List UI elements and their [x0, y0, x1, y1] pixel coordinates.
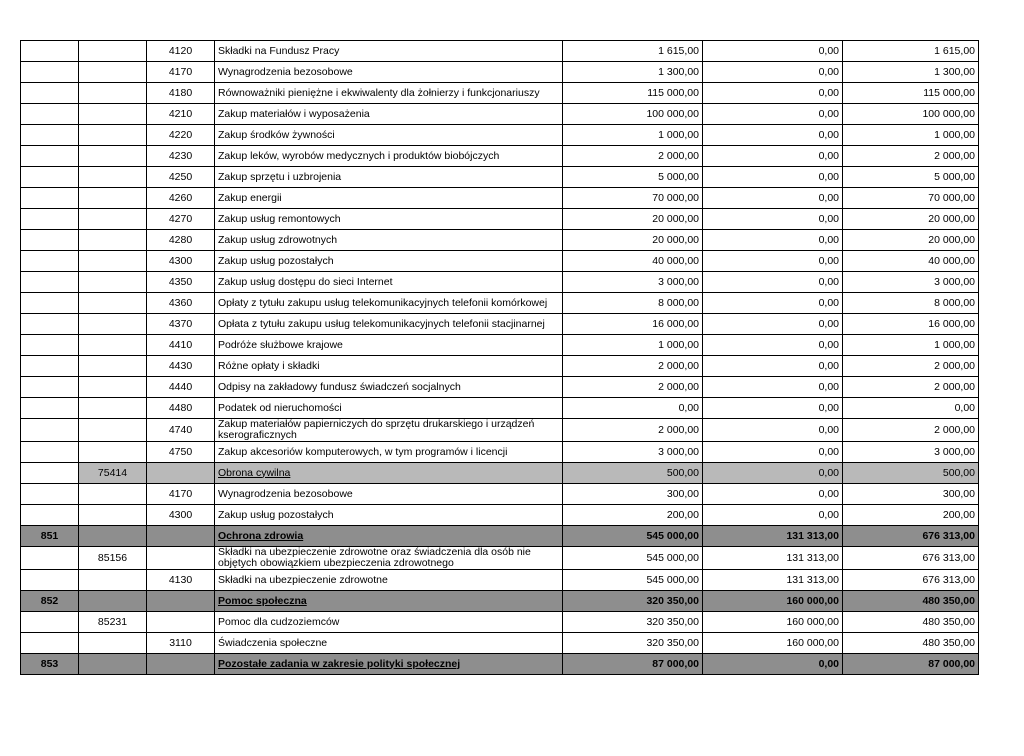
rozdzial-cell — [79, 398, 147, 419]
rozdzial-cell — [79, 377, 147, 398]
rozdzial-cell — [79, 167, 147, 188]
dzial-cell — [21, 293, 79, 314]
change-amount-cell: 0,00 — [703, 272, 843, 293]
paragraf-cell: 4170 — [147, 62, 215, 83]
paragraf-cell — [147, 463, 215, 484]
paragraf-row — [21, 314, 979, 335]
description-cell: Pomoc dla cudzoziemców — [215, 612, 563, 633]
dzial-cell — [21, 398, 79, 419]
paragraf-cell: 4480 — [147, 398, 215, 419]
amount-after-change-cell: 1 615,00 — [843, 41, 979, 62]
description-cell: Zakup materiałów i wyposażenia — [215, 104, 563, 125]
change-amount-cell: 0,00 — [703, 356, 843, 377]
rozdzial-cell — [79, 633, 147, 654]
rozdzial-row — [21, 612, 979, 633]
description-cell: Zakup usług zdrowotnych — [215, 230, 563, 251]
rozdzial-cell — [79, 272, 147, 293]
amount-after-change-cell: 480 350,00 — [843, 591, 979, 612]
plan-amount-cell: 500,00 — [563, 463, 703, 484]
paragraf-cell: 4750 — [147, 442, 215, 463]
amount-after-change-cell: 500,00 — [843, 463, 979, 484]
description-cell: Zakup usług pozostałych — [215, 505, 563, 526]
paragraf-cell: 4230 — [147, 146, 215, 167]
amount-after-change-cell: 676 313,00 — [843, 570, 979, 591]
paragraf-cell: 4180 — [147, 83, 215, 104]
plan-amount-cell: 40 000,00 — [563, 251, 703, 272]
amount-after-change-cell: 2 000,00 — [843, 377, 979, 398]
amount-after-change-cell: 1 000,00 — [843, 335, 979, 356]
description-cell: Zakup energii — [215, 188, 563, 209]
description-cell: Składki na Fundusz Pracy — [215, 41, 563, 62]
amount-after-change-cell: 2 000,00 — [843, 146, 979, 167]
dzial-cell — [21, 570, 79, 591]
dzial-cell — [21, 484, 79, 505]
description-cell: Wynagrodzenia bezosobowe — [215, 484, 563, 505]
description-cell: Równoważniki pieniężne i ekwiwalenty dla żołnierzy i funkcjonariuszy — [215, 83, 563, 104]
description-cell: Składki na ubezpieczenie zdrowotne — [215, 570, 563, 591]
rozdzial-cell — [79, 41, 147, 62]
description-cell: Różne opłaty i składki — [215, 356, 563, 377]
description-cell: Składki na ubezpieczenie zdrowotne oraz świadczenia dla osób nie objętych obowiązkiem ubezpieczenia zdrowotnego — [215, 547, 563, 570]
dzial-cell — [21, 104, 79, 125]
paragraf-row — [21, 398, 979, 419]
dzial-cell — [21, 230, 79, 251]
rozdzial-cell — [79, 356, 147, 377]
dzial-cell — [21, 633, 79, 654]
paragraf-cell: 4120 — [147, 41, 215, 62]
dzial-cell — [21, 62, 79, 83]
paragraf-row — [21, 41, 979, 62]
paragraf-row — [21, 146, 979, 167]
change-amount-cell: 0,00 — [703, 654, 843, 675]
paragraf-cell: 4250 — [147, 167, 215, 188]
change-amount-cell: 0,00 — [703, 335, 843, 356]
rozdzial-row — [21, 547, 979, 570]
paragraf-cell: 4350 — [147, 272, 215, 293]
change-amount-cell: 0,00 — [703, 104, 843, 125]
description-cell: Zakup usług pozostałych — [215, 251, 563, 272]
paragraf-row — [21, 104, 979, 125]
change-amount-cell: 131 313,00 — [703, 547, 843, 570]
description-cell: Zakup sprzętu i uzbrojenia — [215, 167, 563, 188]
plan-amount-cell: 100 000,00 — [563, 104, 703, 125]
rozdzial-cell — [79, 209, 147, 230]
dzial-cell — [21, 463, 79, 484]
paragraf-cell — [147, 612, 215, 633]
plan-amount-cell: 16 000,00 — [563, 314, 703, 335]
paragraf-row — [21, 570, 979, 591]
paragraf-row — [21, 188, 979, 209]
dzial-row — [21, 654, 979, 675]
dzial-row — [21, 526, 979, 547]
dzial-cell — [21, 505, 79, 526]
plan-amount-cell: 1 000,00 — [563, 335, 703, 356]
change-amount-cell: 0,00 — [703, 188, 843, 209]
plan-amount-cell: 8 000,00 — [563, 293, 703, 314]
description-cell: Wynagrodzenia bezosobowe — [215, 62, 563, 83]
paragraf-row — [21, 633, 979, 654]
dzial-cell — [21, 314, 79, 335]
description-cell: Obrona cywilna — [215, 463, 563, 484]
plan-amount-cell: 87 000,00 — [563, 654, 703, 675]
change-amount-cell: 0,00 — [703, 463, 843, 484]
change-amount-cell: 0,00 — [703, 83, 843, 104]
paragraf-row — [21, 484, 979, 505]
dzial-cell — [21, 251, 79, 272]
plan-amount-cell: 2 000,00 — [563, 146, 703, 167]
paragraf-row — [21, 356, 979, 377]
plan-amount-cell: 545 000,00 — [563, 547, 703, 570]
amount-after-change-cell: 40 000,00 — [843, 251, 979, 272]
rozdzial-cell — [79, 526, 147, 547]
rozdzial-cell — [79, 62, 147, 83]
dzial-cell — [21, 188, 79, 209]
paragraf-row — [21, 62, 979, 83]
dzial-cell — [21, 167, 79, 188]
dzial-cell: 853 — [21, 654, 79, 675]
rozdzial-cell — [79, 230, 147, 251]
paragraf-cell: 4430 — [147, 356, 215, 377]
change-amount-cell: 0,00 — [703, 484, 843, 505]
dzial-cell — [21, 377, 79, 398]
paragraf-cell: 4740 — [147, 419, 215, 442]
plan-amount-cell: 70 000,00 — [563, 188, 703, 209]
amount-after-change-cell: 2 000,00 — [843, 419, 979, 442]
description-cell: Zakup akcesoriów komputerowych, w tym programów i licencji — [215, 442, 563, 463]
paragraf-row — [21, 335, 979, 356]
rozdzial-cell — [79, 104, 147, 125]
dzial-cell — [21, 272, 79, 293]
description-cell: Pozostałe zadania w zakresie polityki społecznej — [215, 654, 563, 675]
change-amount-cell: 0,00 — [703, 442, 843, 463]
plan-amount-cell: 320 350,00 — [563, 633, 703, 654]
rozdzial-cell — [79, 570, 147, 591]
amount-after-change-cell: 5 000,00 — [843, 167, 979, 188]
change-amount-cell: 0,00 — [703, 167, 843, 188]
description-cell: Opłaty z tytułu zakupu usług telekomunikacyjnych telefonii komórkowej — [215, 293, 563, 314]
amount-after-change-cell: 2 000,00 — [843, 356, 979, 377]
rozdzial-cell — [79, 293, 147, 314]
amount-after-change-cell: 70 000,00 — [843, 188, 979, 209]
paragraf-cell: 4440 — [147, 377, 215, 398]
paragraf-cell — [147, 547, 215, 570]
description-cell: Pomoc społeczna — [215, 591, 563, 612]
description-cell: Zakup usług dostępu do sieci Internet — [215, 272, 563, 293]
change-amount-cell: 0,00 — [703, 230, 843, 251]
paragraf-cell: 4130 — [147, 570, 215, 591]
description-cell: Zakup leków, wyrobów medycznych i produktów biobójczych — [215, 146, 563, 167]
description-cell: Zakup materiałów papierniczych do sprzętu drukarskiego i urządzeń kserograficznych — [215, 419, 563, 442]
paragraf-cell: 4270 — [147, 209, 215, 230]
paragraf-cell: 4220 — [147, 125, 215, 146]
rozdzial-cell — [79, 484, 147, 505]
description-cell: Odpisy na zakładowy fundusz świadczeń socjalnych — [215, 377, 563, 398]
rozdzial-cell — [79, 83, 147, 104]
amount-after-change-cell: 20 000,00 — [843, 230, 979, 251]
paragraf-row — [21, 83, 979, 104]
paragraf-row — [21, 442, 979, 463]
budget-table-body — [21, 41, 979, 675]
change-amount-cell: 0,00 — [703, 377, 843, 398]
paragraf-cell — [147, 654, 215, 675]
amount-after-change-cell: 1 000,00 — [843, 125, 979, 146]
amount-after-change-cell: 115 000,00 — [843, 83, 979, 104]
change-amount-cell: 0,00 — [703, 251, 843, 272]
rozdzial-cell: 85156 — [79, 547, 147, 570]
description-cell: Podatek od nieruchomości — [215, 398, 563, 419]
rozdzial-cell — [79, 146, 147, 167]
paragraf-row — [21, 377, 979, 398]
plan-amount-cell: 320 350,00 — [563, 612, 703, 633]
plan-amount-cell: 2 000,00 — [563, 356, 703, 377]
change-amount-cell: 0,00 — [703, 293, 843, 314]
rozdzial-row — [21, 463, 979, 484]
description-cell: Opłata z tytułu zakupu usług telekomunikacyjnych telefonii stacjinarnej — [215, 314, 563, 335]
paragraf-cell: 4410 — [147, 335, 215, 356]
amount-after-change-cell: 1 300,00 — [843, 62, 979, 83]
rozdzial-cell — [79, 419, 147, 442]
change-amount-cell: 160 000,00 — [703, 612, 843, 633]
rozdzial-cell — [79, 314, 147, 335]
amount-after-change-cell: 87 000,00 — [843, 654, 979, 675]
change-amount-cell: 0,00 — [703, 209, 843, 230]
paragraf-row — [21, 272, 979, 293]
amount-after-change-cell: 200,00 — [843, 505, 979, 526]
dzial-cell — [21, 356, 79, 377]
paragraf-row — [21, 167, 979, 188]
change-amount-cell: 160 000,00 — [703, 591, 843, 612]
amount-after-change-cell: 100 000,00 — [843, 104, 979, 125]
dzial-cell — [21, 419, 79, 442]
amount-after-change-cell: 676 313,00 — [843, 547, 979, 570]
amount-after-change-cell: 8 000,00 — [843, 293, 979, 314]
paragraf-row — [21, 230, 979, 251]
description-cell: Podróże służbowe krajowe — [215, 335, 563, 356]
change-amount-cell: 0,00 — [703, 505, 843, 526]
paragraf-cell: 4300 — [147, 251, 215, 272]
plan-amount-cell: 20 000,00 — [563, 230, 703, 251]
rozdzial-cell — [79, 505, 147, 526]
rozdzial-cell: 85231 — [79, 612, 147, 633]
plan-amount-cell: 200,00 — [563, 505, 703, 526]
paragraf-row — [21, 419, 979, 442]
rozdzial-cell — [79, 251, 147, 272]
plan-amount-cell: 1 000,00 — [563, 125, 703, 146]
change-amount-cell: 0,00 — [703, 419, 843, 442]
rozdzial-cell — [79, 442, 147, 463]
paragraf-row — [21, 505, 979, 526]
dzial-cell — [21, 442, 79, 463]
dzial-cell — [21, 547, 79, 570]
paragraf-row — [21, 251, 979, 272]
amount-after-change-cell: 3 000,00 — [843, 272, 979, 293]
rozdzial-cell — [79, 591, 147, 612]
dzial-cell — [21, 612, 79, 633]
plan-amount-cell: 2 000,00 — [563, 377, 703, 398]
plan-amount-cell: 1 615,00 — [563, 41, 703, 62]
amount-after-change-cell: 16 000,00 — [843, 314, 979, 335]
paragraf-cell — [147, 526, 215, 547]
change-amount-cell: 131 313,00 — [703, 570, 843, 591]
amount-after-change-cell: 20 000,00 — [843, 209, 979, 230]
plan-amount-cell: 20 000,00 — [563, 209, 703, 230]
amount-after-change-cell: 300,00 — [843, 484, 979, 505]
description-cell: Ochrona zdrowia — [215, 526, 563, 547]
dzial-cell — [21, 125, 79, 146]
change-amount-cell: 0,00 — [703, 314, 843, 335]
paragraf-cell — [147, 591, 215, 612]
amount-after-change-cell: 3 000,00 — [843, 442, 979, 463]
plan-amount-cell: 320 350,00 — [563, 591, 703, 612]
dzial-cell — [21, 335, 79, 356]
dzial-cell — [21, 83, 79, 104]
change-amount-cell: 0,00 — [703, 62, 843, 83]
plan-amount-cell: 300,00 — [563, 484, 703, 505]
paragraf-row — [21, 293, 979, 314]
rozdzial-cell — [79, 188, 147, 209]
amount-after-change-cell: 480 350,00 — [843, 633, 979, 654]
rozdzial-cell: 75414 — [79, 463, 147, 484]
change-amount-cell: 131 313,00 — [703, 526, 843, 547]
paragraf-cell: 4360 — [147, 293, 215, 314]
paragraf-row — [21, 125, 979, 146]
paragraf-cell: 4280 — [147, 230, 215, 251]
paragraf-cell: 4260 — [147, 188, 215, 209]
dzial-cell: 852 — [21, 591, 79, 612]
description-cell: Zakup środków żywności — [215, 125, 563, 146]
dzial-cell — [21, 209, 79, 230]
plan-amount-cell: 0,00 — [563, 398, 703, 419]
plan-amount-cell: 1 300,00 — [563, 62, 703, 83]
change-amount-cell: 0,00 — [703, 398, 843, 419]
paragraf-cell: 4210 — [147, 104, 215, 125]
change-amount-cell: 0,00 — [703, 146, 843, 167]
paragraf-cell: 4170 — [147, 484, 215, 505]
dzial-row — [21, 591, 979, 612]
dzial-cell — [21, 146, 79, 167]
change-amount-cell: 0,00 — [703, 125, 843, 146]
plan-amount-cell: 3 000,00 — [563, 272, 703, 293]
plan-amount-cell: 545 000,00 — [563, 570, 703, 591]
budget-table — [20, 40, 979, 675]
rozdzial-cell — [79, 654, 147, 675]
paragraf-row — [21, 209, 979, 230]
description-cell: Zakup usług remontowych — [215, 209, 563, 230]
amount-after-change-cell: 676 313,00 — [843, 526, 979, 547]
plan-amount-cell: 3 000,00 — [563, 442, 703, 463]
plan-amount-cell: 545 000,00 — [563, 526, 703, 547]
change-amount-cell: 0,00 — [703, 41, 843, 62]
plan-amount-cell: 5 000,00 — [563, 167, 703, 188]
rozdzial-cell — [79, 125, 147, 146]
dzial-cell: 851 — [21, 526, 79, 547]
plan-amount-cell: 2 000,00 — [563, 419, 703, 442]
amount-after-change-cell: 0,00 — [843, 398, 979, 419]
rozdzial-cell — [79, 335, 147, 356]
plan-amount-cell: 115 000,00 — [563, 83, 703, 104]
dzial-cell — [21, 41, 79, 62]
amount-after-change-cell: 480 350,00 — [843, 612, 979, 633]
change-amount-cell: 160 000,00 — [703, 633, 843, 654]
paragraf-cell: 3110 — [147, 633, 215, 654]
description-cell: Świadczenia społeczne — [215, 633, 563, 654]
paragraf-cell: 4370 — [147, 314, 215, 335]
paragraf-cell: 4300 — [147, 505, 215, 526]
